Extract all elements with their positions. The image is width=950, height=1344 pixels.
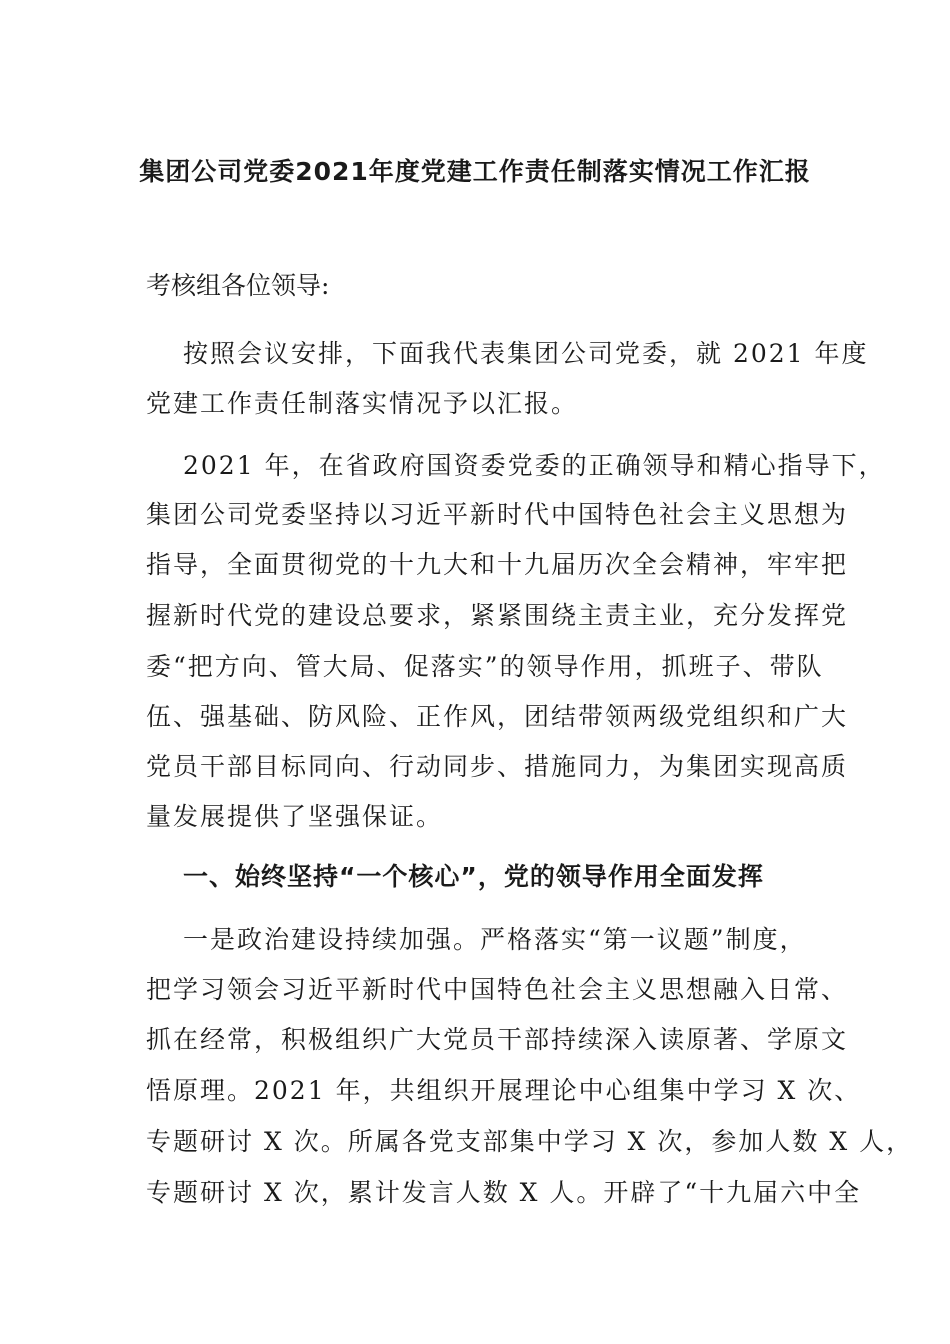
- paragraph-3-line: 把学习领会习近平新时代中国特色社会主义思想融入日常、: [146, 975, 849, 1004]
- paragraph-2-line: 伍、强基础、防风险、正作风，团结带领两级党组织和广大: [146, 702, 849, 731]
- salutation: 考核组各位领导:: [146, 271, 330, 300]
- paragraph-2-line: 委“把方向、管大局、促落实”的领导作用，抓班子、带队: [146, 652, 824, 681]
- paragraph-2-line: 党员干部目标同向、行动同步、措施同力，为集团实现高质: [146, 752, 849, 781]
- paragraph-1-line: 党建工作责任制落实情况予以汇报。: [146, 389, 579, 418]
- paragraph-2-line: 指导，全面贯彻党的十九大和十九届历次全会精神，牢牢把: [146, 550, 849, 579]
- section-heading: 一、始终坚持“一个核心”，党的领导作用全面发挥: [183, 862, 764, 891]
- paragraph-3-line: 专题研讨 X 次。所属各党支部集中学习 X 次，参加人数 X 人，: [146, 1127, 914, 1156]
- paragraph-3-line: 抓在经常，积极组织广大党员干部持续深入读原著、学原文: [146, 1025, 849, 1054]
- paragraph-3-line: 悟原理。2021 年，共组织开展理论中心组集中学习 X 次、: [146, 1076, 862, 1105]
- paragraph-1-line: 按照会议安排，下面我代表集团公司党委，就 2021 年度: [183, 339, 869, 368]
- paragraph-2-line: 握新时代党的建设总要求，紧紧围绕主责主业，充分发挥党: [146, 601, 849, 630]
- paragraph-3-line: 一是政治建设持续加强。严格落实“第一议题”制度，: [183, 925, 807, 954]
- paragraph-2-line: 集团公司党委坚持以习近平新时代中国特色社会主义思想为: [146, 500, 849, 529]
- paragraph-2-line: 2021 年，在省政府国资委党委的正确领导和精心指导下，: [183, 451, 886, 480]
- paragraph-2-line: 量发展提供了坚强保证。: [146, 802, 444, 831]
- document-title: 集团公司党委2021年度党建工作责任制落实情况工作汇报: [139, 157, 811, 186]
- paragraph-3-line: 专题研讨 X 次，累计发言人数 X 人。开辟了“十九届六中全: [146, 1178, 862, 1207]
